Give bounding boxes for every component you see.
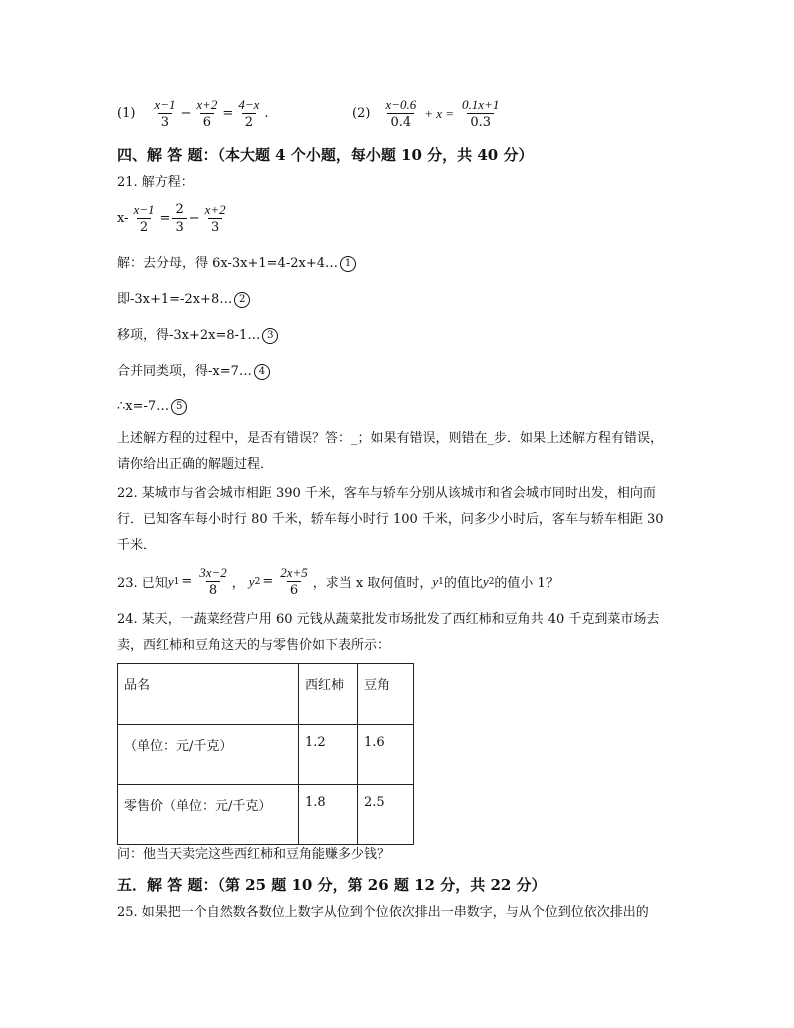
table-header-cell: 品名 — [118, 664, 299, 725]
fraction: $\frac{3x-2}{8}$ — [199, 565, 227, 598]
step-marker: 3 — [262, 328, 278, 344]
q24-text: 24. 某天，一蔬菜经营户用 60 元钱从蔬菜批发市场批发了西红柿和豆角共 40 千克到菜市场去卖，西红柿和豆角这天的与零售价如下表所示： — [117, 612, 660, 653]
equation-2-number: (2) — [352, 106, 371, 121]
section-5-heading: 五．解 答 题：（第 25 题 10 分，第 26 题 12 分，共 22 分） — [117, 876, 547, 894]
q21-step-5: ∴x=-7… 5 — [117, 398, 187, 416]
equation-1-number: (1) — [117, 106, 136, 121]
q21-step-3: 移项，得-3x+2x=8-1… 3 — [117, 327, 278, 345]
table-cell: 1.2 — [299, 725, 358, 785]
fraction: $\frac{2}{3}$ — [172, 201, 186, 236]
q21-equation: x- $\frac{x-1}{2}$ = $\frac{2}{3}$ − $\frac{x+2}{3}$ — [117, 201, 231, 236]
equation-1: (1) $\frac{x-1}{3}$ − $\frac{x+2}{6}$ = $\frac{4-x}{2}$ . — [117, 97, 269, 130]
price-table — [117, 663, 414, 845]
fraction: $\frac{x-1}{2}$ — [133, 202, 155, 235]
q21-step-2: 即-3x+1=-2x+8… 2 — [117, 291, 250, 309]
fraction: $\frac{x-1}{3}$ — [154, 97, 176, 130]
table-row — [118, 664, 414, 725]
fraction: $\frac{x+2}{6}$ — [196, 97, 218, 130]
fraction: $\frac{x-0.6}{0.4}$ — [385, 97, 417, 130]
fraction: $\frac{0.1x+1}{0.3}$ — [462, 97, 500, 130]
step-marker: 1 — [340, 256, 356, 272]
step-marker: 4 — [254, 364, 270, 380]
q21-step-1: 解：去分母，得 6x-3x+1=4-2x+4… 1 — [117, 255, 356, 273]
q24-question: 问：他当天卖完这些西红柿和豆角能赚多少钱？ — [117, 847, 391, 862]
q22-text: 22. 某城市与省会城市相距 390 千米，客车与轿车分别从该城市和省会城市同时出发，相向而行．已知客车每小时行 80 千米，轿车每小时行 100 千米，问多少小时后，客车与轿车相距 30 千米． — [117, 486, 664, 553]
step-marker: 5 — [171, 399, 187, 415]
fraction: $\frac{4-x}{2}$ — [238, 97, 260, 130]
table-cell: （单位：元/千克） — [118, 725, 299, 785]
q21-step-4: 合并同类项，得-x=7… 4 — [117, 363, 270, 381]
table-cell: 零售价（单位：元/千克） — [118, 785, 299, 845]
table-header-cell: 西红柿 — [299, 664, 358, 725]
q21-question: 上述解方程的过程中，是否有错误？答：_；如果有错误，则错在_步．如果上述解方程有错误，请你给出正确的解题过程． — [117, 431, 664, 472]
table-row — [118, 785, 414, 845]
table-cell: 2.5 — [358, 785, 414, 845]
table-header-cell: 豆角 — [358, 664, 414, 725]
q25-text: 25. 如果把一个自然数各数位上数字从位到个位依次排出一串数字，与从个位到位依次排出的 — [117, 905, 649, 920]
q21-intro: 21. 解方程： — [117, 175, 194, 190]
table-row — [118, 725, 414, 785]
table-cell: 1.6 — [358, 725, 414, 785]
fraction: $\frac{2x+5}{6}$ — [280, 565, 308, 598]
step-marker: 2 — [234, 292, 250, 308]
equation-2: (2) $\frac{x-0.6}{0.4}$ + x = $\frac{0.1x+1}{0.3}$ — [352, 96, 504, 131]
section-4-heading: 四、解 答 题：（本大题 4 个小题，每小题 10 分，共 40 分） — [117, 146, 534, 164]
fraction: $\frac{x+2}{3}$ — [204, 202, 226, 235]
table-cell: 1.8 — [299, 785, 358, 845]
q23-text: 23. 已知 y 1 = $\frac{3x-2}{8}$ ， y 2 = $\frac{2x+5}{6}$ ，求当 x 取何值时， y 1 的值比 y 2 的值小 1？ — [117, 565, 559, 598]
